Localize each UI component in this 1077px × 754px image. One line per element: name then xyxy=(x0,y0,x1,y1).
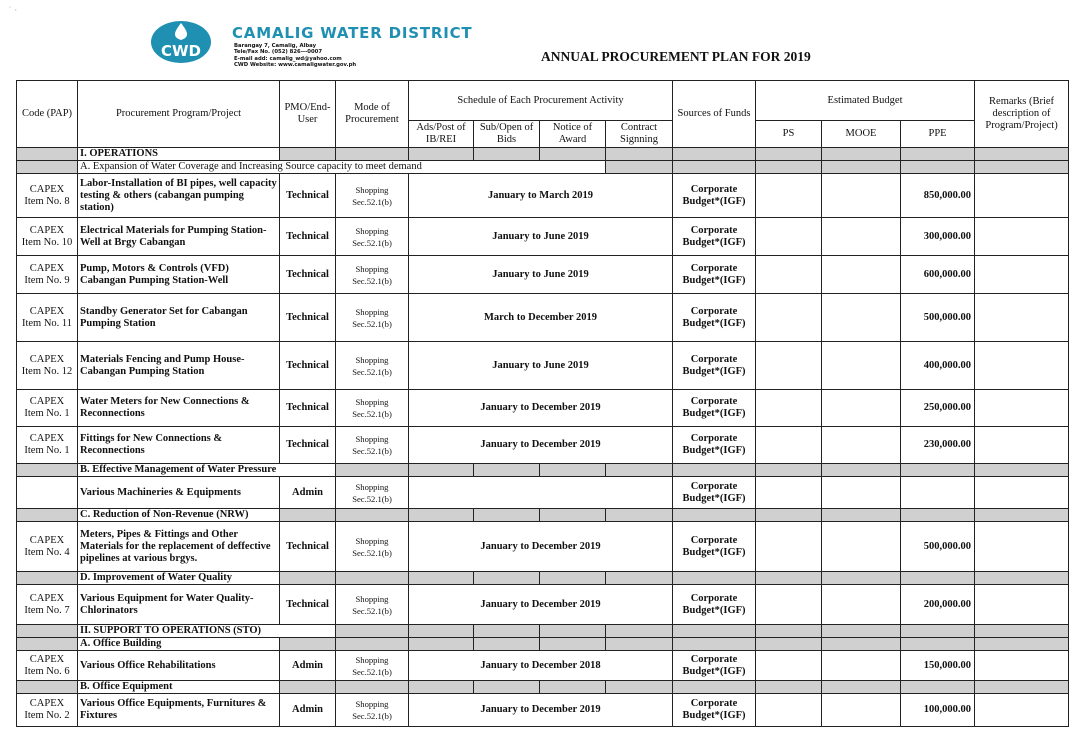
table-row xyxy=(17,651,1069,681)
cell-ppe: 850,000.00 xyxy=(901,174,975,218)
cell-mode: Shopping Sec.52.1(b) xyxy=(336,218,409,256)
cell-pmo: Admin xyxy=(280,694,336,727)
cell-mode: Shopping Sec.52.1(b) xyxy=(336,585,409,625)
cell-ppe: 200,000.00 xyxy=(901,585,975,625)
section-row xyxy=(17,148,1069,161)
table-row xyxy=(17,294,1069,342)
cell-program: Water Meters for New Connections & Reconnections xyxy=(78,390,280,427)
cell-program: Standby Generator Set for Cabangan Pumping Station xyxy=(78,294,280,342)
cell-funds: Corporate Budget*(IGF) xyxy=(673,651,756,681)
cell-program: Electrical Materials for Pumping Station-Well at Brgy Cabangan xyxy=(78,218,280,256)
cell-mode: Shopping Sec.52.1(b) xyxy=(336,294,409,342)
cell-schedule: January to December 2019 xyxy=(409,585,673,625)
table-row xyxy=(17,342,1069,390)
section-title: C. Reduction of Non-Revenue (NRW) xyxy=(78,509,280,522)
section-row xyxy=(17,572,1069,585)
col-ads: Ads/Post of IB/REI xyxy=(409,121,474,148)
cell-mode: Shopping Sec.52.1(b) xyxy=(336,390,409,427)
org-address: Barangay 7, Camalig, Albay xyxy=(234,43,317,49)
cell-mode: Shopping Sec.52.1(b) xyxy=(336,174,409,218)
cell-pmo: Technical xyxy=(280,342,336,390)
col-sources: Sources of Funds xyxy=(673,81,756,148)
cell-ppe: 600,000.00 xyxy=(901,256,975,294)
cell-schedule: January to December 2019 xyxy=(409,427,673,464)
org-website: CWD Website: www.camaligwater.gov.ph xyxy=(234,61,357,68)
cell-ppe: 300,000.00 xyxy=(901,218,975,256)
cell-ppe: 500,000.00 xyxy=(901,294,975,342)
cell-mode: Shopping Sec.52.1(b) xyxy=(336,651,409,681)
col-contract: Contract Signning xyxy=(606,121,673,148)
org-name: CAMALIG WATER DISTRICT xyxy=(232,24,473,42)
cell-schedule xyxy=(409,477,673,509)
cell-funds: Corporate Budget*(IGF) xyxy=(673,585,756,625)
cell-program: Various Office Equipments, Furnitures & Fixtures xyxy=(78,694,280,727)
section-title: D. Improvement of Water Quality xyxy=(78,572,280,585)
section-title: A. Office Building xyxy=(78,638,280,651)
cell-code: CAPEX Item No. 6 xyxy=(17,651,78,681)
procurement-table xyxy=(16,80,1069,727)
cell-code: CAPEX Item No. 10 xyxy=(17,218,78,256)
cell-program: Meters, Pipes & Fittings and Other Materials for the replacement of deffective pipelines at various brgys. xyxy=(78,522,280,572)
cell-pmo: Technical xyxy=(280,256,336,294)
section-row xyxy=(17,638,1069,651)
document-title: ANNUAL PROCUREMENT PLAN FOR 2019 xyxy=(541,49,811,64)
cell-funds: Corporate Budget*(IGF) xyxy=(673,477,756,509)
table-row xyxy=(17,174,1069,218)
cell-mode: Shopping Sec.52.1(b) xyxy=(336,256,409,294)
cell-ppe: 100,000.00 xyxy=(901,694,975,727)
cell-program: Labor-Installation of BI pipes, well capacity testing & others (cabangan pumping station) xyxy=(78,174,280,218)
col-mode: Mode of Procurement xyxy=(336,81,409,148)
cell-pmo: Technical xyxy=(280,218,336,256)
cell-schedule: March to December 2019 xyxy=(409,294,673,342)
cell-schedule: January to June 2019 xyxy=(409,256,673,294)
cell-pmo: Technical xyxy=(280,585,336,625)
table-row xyxy=(17,218,1069,256)
cell-code: CAPEX Item No. 2 xyxy=(17,694,78,727)
table-row xyxy=(17,256,1069,294)
cell-pmo: Technical xyxy=(280,174,336,218)
cell-program: Pump, Motors & Controls (VFD) Cabangan Pumping Station-Well xyxy=(78,256,280,294)
col-ppe: PPE xyxy=(901,121,975,148)
col-pmo: PMO/End-User xyxy=(280,81,336,148)
cell-code: CAPEX Item No. 9 xyxy=(17,256,78,294)
cell-code: CAPEX Item No. 1 xyxy=(17,390,78,427)
col-ps: PS xyxy=(756,121,822,148)
cell-program: Various Office Rehabilitations xyxy=(78,651,280,681)
section-row xyxy=(17,161,1069,174)
col-code: Code (PAP) xyxy=(17,81,78,148)
cell-code: CAPEX Item No. 11 xyxy=(17,294,78,342)
cell-funds: Corporate Budget*(IGF) xyxy=(673,342,756,390)
scan-mark: ˙ · xyxy=(8,6,18,15)
cell-funds: Corporate Budget*(IGF) xyxy=(673,390,756,427)
cell-pmo: Admin xyxy=(280,477,336,509)
table-row xyxy=(17,477,1069,509)
col-program: Procurement Program/Project xyxy=(78,81,280,148)
cell-schedule: January to December 2019 xyxy=(409,390,673,427)
cell-mode: Shopping Sec.52.1(b) xyxy=(336,427,409,464)
cell-pmo: Technical xyxy=(280,427,336,464)
cell-program: Various Equipment for Water Quality-Chlorinators xyxy=(78,585,280,625)
cell-schedule: January to June 2019 xyxy=(409,342,673,390)
col-schedule: Schedule of Each Procurement Activity xyxy=(409,81,673,121)
section-title: B. Effective Management of Water Pressure xyxy=(78,464,336,477)
cell-mode: Shopping Sec.52.1(b) xyxy=(336,522,409,572)
cell-ppe: 150,000.00 xyxy=(901,651,975,681)
section-row xyxy=(17,464,1069,477)
cell-code: CAPEX Item No. 1 xyxy=(17,427,78,464)
section-title: B. Office Equipment xyxy=(78,681,280,694)
table-row xyxy=(17,694,1069,727)
col-notice: Notice of Award xyxy=(540,121,606,148)
section-title: A. Expansion of Water Coverage and Increasing Source capacity to meet demand xyxy=(78,161,606,174)
cell-ppe: 400,000.00 xyxy=(901,342,975,390)
cell-funds: Corporate Budget*(IGF) xyxy=(673,174,756,218)
cell-ppe xyxy=(901,477,975,509)
cell-program: Fittings for New Connections & Reconnections xyxy=(78,427,280,464)
cell-funds: Corporate Budget*(IGF) xyxy=(673,694,756,727)
cell-funds: Corporate Budget*(IGF) xyxy=(673,427,756,464)
section-row xyxy=(17,681,1069,694)
cell-pmo: Technical xyxy=(280,522,336,572)
cell-schedule: January to March 2019 xyxy=(409,174,673,218)
cell-pmo: Admin xyxy=(280,651,336,681)
table-row xyxy=(17,585,1069,625)
cell-funds: Corporate Budget*(IGF) xyxy=(673,218,756,256)
col-mooe: MOOE xyxy=(822,121,901,148)
org-email: E-mail add: camalig_wd@yahoo.com xyxy=(234,55,342,62)
col-budget: Estimated Budget xyxy=(756,81,975,121)
cell-funds: Corporate Budget*(IGF) xyxy=(673,294,756,342)
cell-mode: Shopping Sec.52.1(b) xyxy=(336,342,409,390)
cell-mode: Shopping Sec.52.1(b) xyxy=(336,477,409,509)
cell-ppe: 500,000.00 xyxy=(901,522,975,572)
cell-program: Various Machineries & Equipments xyxy=(78,477,280,509)
cell-code: CAPEX Item No. 12 xyxy=(17,342,78,390)
cell-schedule: January to December 2018 xyxy=(409,651,673,681)
cell-pmo: Technical xyxy=(280,390,336,427)
table-row xyxy=(17,390,1069,427)
cell-ppe: 250,000.00 xyxy=(901,390,975,427)
cell-code xyxy=(17,477,78,509)
cell-funds: Corporate Budget*(IGF) xyxy=(673,256,756,294)
table-row xyxy=(17,427,1069,464)
org-telfax: Tele/Fax No. (052) 826---0007 xyxy=(234,49,323,56)
section-row xyxy=(17,625,1069,638)
section-title: I. OPERATIONS xyxy=(78,148,280,161)
cell-schedule: January to December 2019 xyxy=(409,694,673,727)
logo-letters: CWD xyxy=(160,42,202,60)
cell-schedule: January to December 2019 xyxy=(409,522,673,572)
cell-code: CAPEX Item No. 7 xyxy=(17,585,78,625)
cell-schedule: January to June 2019 xyxy=(409,218,673,256)
org-contact xyxy=(234,43,356,68)
section-title: II. SUPPORT TO OPERATIONS (STO) xyxy=(78,625,336,638)
cell-program: Materials Fencing and Pump House-Cabangan Pumping Station xyxy=(78,342,280,390)
col-remarks: Remarks (Brief description of Program/Project) xyxy=(975,81,1069,148)
cell-pmo: Technical xyxy=(280,294,336,342)
cwd-logo xyxy=(150,20,212,64)
cell-funds: Corporate Budget*(IGF) xyxy=(673,522,756,572)
cell-code: CAPEX Item No. 8 xyxy=(17,174,78,218)
cell-code: CAPEX Item No. 4 xyxy=(17,522,78,572)
section-row xyxy=(17,509,1069,522)
cell-ppe: 230,000.00 xyxy=(901,427,975,464)
cell-mode: Shopping Sec.52.1(b) xyxy=(336,694,409,727)
col-sub: Sub/Open of Bids xyxy=(474,121,540,148)
table-row xyxy=(17,522,1069,572)
